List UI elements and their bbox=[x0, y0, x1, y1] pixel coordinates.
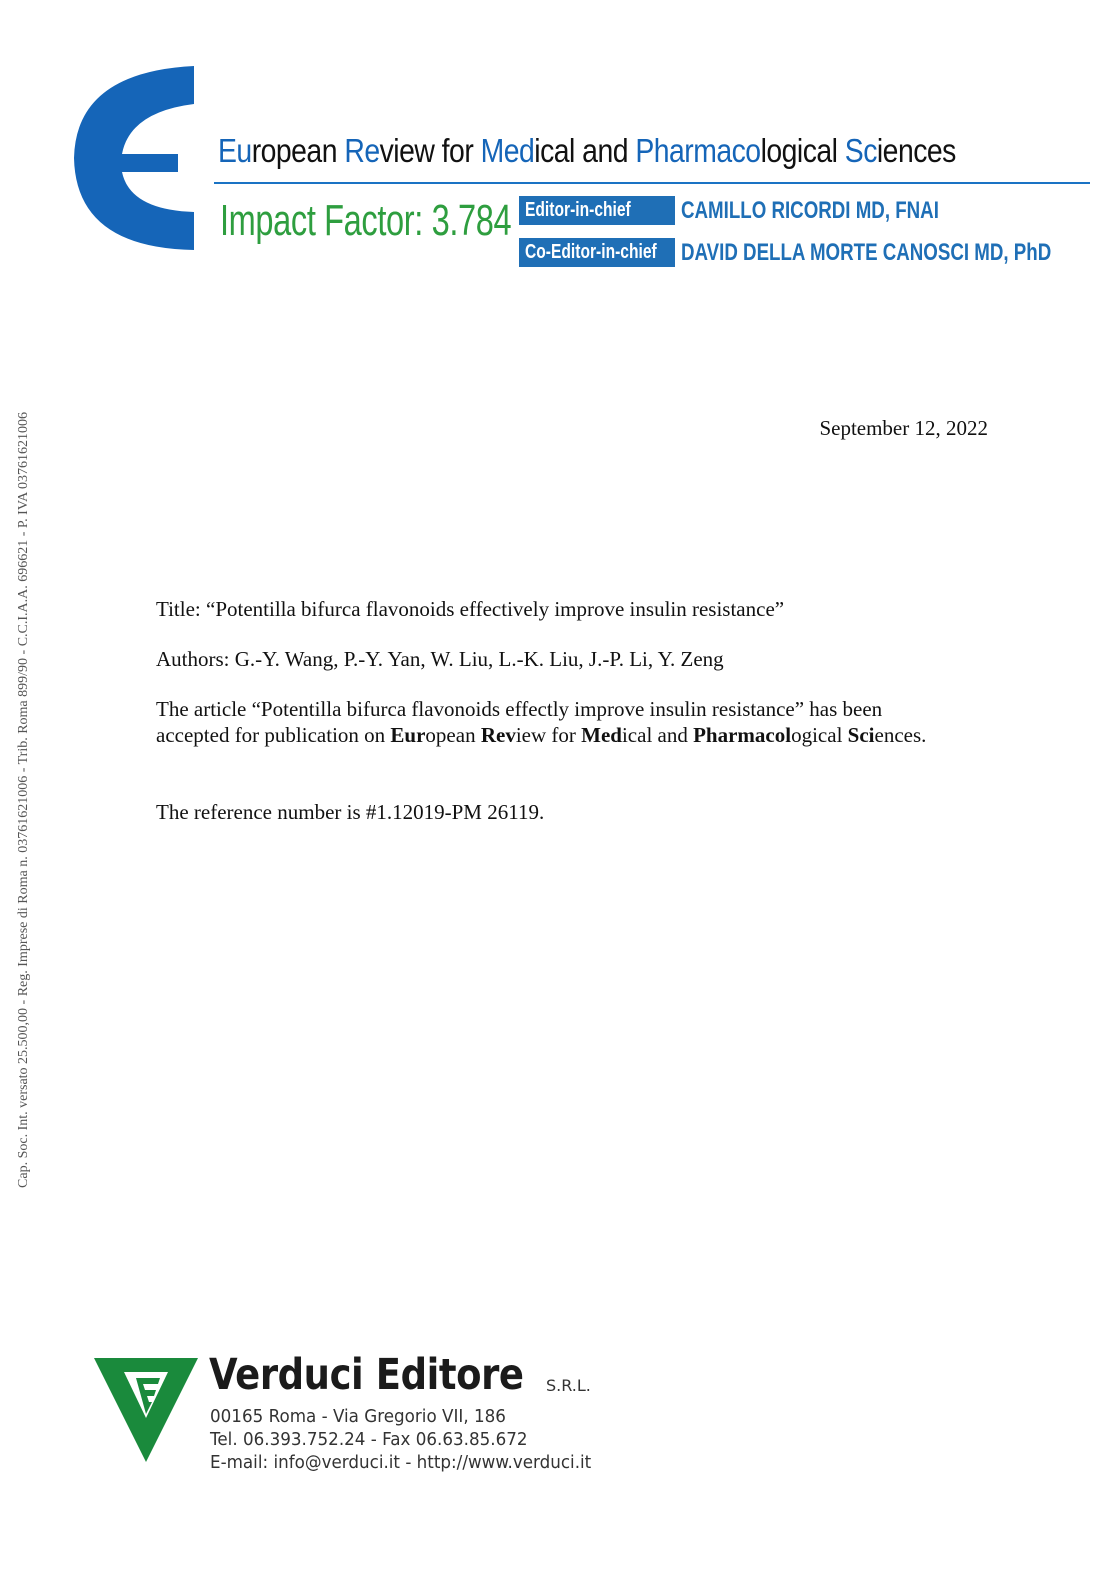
journal-title-part: Pharmaco bbox=[635, 132, 761, 169]
editor-row bbox=[519, 196, 1012, 225]
reference-number-line: The reference number is #1.12019-PM 26119. bbox=[156, 800, 545, 824]
journal-title-part: Re bbox=[344, 132, 380, 169]
journal-name-part: Rev bbox=[480, 723, 516, 747]
coeditor-name: DAVID DELLA MORTE CANOSCI MD, PhD bbox=[681, 238, 1052, 266]
letter-date: September 12, 2022 bbox=[819, 416, 988, 440]
company-legal-info: Cap. Soc. Int. versato 25.500,00 - Reg. Imprese di Roma n. 03761621006 - Trib. Roma 899/90 - C.C.I.A.A. 696621 - P. IVA 03761621006 bbox=[16, 412, 31, 1188]
journal-name-part: ical and bbox=[621, 723, 694, 747]
coeditor-role-badge: Co-Editor-in-chief bbox=[519, 238, 675, 267]
journal-title-part: Med bbox=[480, 132, 535, 169]
publisher-contact: E-mail: info@verduci.it - http://www.verduci.it bbox=[210, 1452, 592, 1473]
journal-title bbox=[218, 132, 956, 170]
publisher-name: Verduci Editore bbox=[209, 1350, 524, 1400]
journal-name-part: Sci bbox=[847, 723, 875, 747]
header-divider bbox=[214, 182, 1090, 184]
journal-title-part: Sc bbox=[844, 132, 877, 169]
journal-name-part: Pharmacol bbox=[693, 723, 792, 747]
article-authors-line: Authors: G.-Y. Wang, P.-Y. Yan, W. Liu, L.-K. Liu, J.-P. Li, Y. Zeng bbox=[156, 647, 724, 671]
editor-name: CAMILLO RICORDI MD, FNAI bbox=[681, 196, 939, 224]
acceptance-end: . bbox=[921, 723, 927, 747]
journal-name-part: Med bbox=[581, 723, 622, 747]
journal-title-part: view for bbox=[379, 132, 481, 169]
acceptance-paragraph bbox=[156, 696, 946, 748]
journal-name-inline bbox=[390, 723, 921, 747]
journal-e-logo bbox=[72, 66, 196, 250]
journal-name-part: opean bbox=[425, 723, 481, 747]
journal-title-part: iences bbox=[876, 132, 956, 169]
editor-role-badge: Editor-in-chief bbox=[519, 196, 675, 225]
publisher-address: 00165 Roma - Via Gregorio VII, 186 bbox=[210, 1406, 506, 1427]
journal-name-part: ences bbox=[874, 723, 922, 747]
acceptance-intro: The article “Potentilla bifurca flavonoids effectly improve insulin resistance” has been accepted for publication on bbox=[156, 697, 883, 747]
article-title-line: Title: “Potentilla bifurca flavonoids effectively improve insulin resistance” bbox=[156, 597, 785, 621]
publisher-phone: Tel. 06.393.752.24 - Fax 06.63.85.672 bbox=[210, 1429, 528, 1450]
journal-title-part: logical bbox=[760, 132, 845, 169]
coeditor-row bbox=[519, 238, 1119, 267]
verduci-v-logo bbox=[94, 1356, 198, 1464]
journal-title-part: ropean bbox=[251, 132, 345, 169]
journal-title-part: Eu bbox=[218, 132, 252, 169]
publisher-suffix: S.R.L. bbox=[546, 1376, 591, 1395]
journal-name-part: iew for bbox=[515, 723, 582, 747]
journal-name-part: ogical bbox=[791, 723, 848, 747]
impact-factor: Impact Factor: 3.784 bbox=[220, 196, 512, 245]
journal-name-part: Eur bbox=[390, 723, 426, 747]
journal-title-part: ical and bbox=[534, 132, 636, 169]
